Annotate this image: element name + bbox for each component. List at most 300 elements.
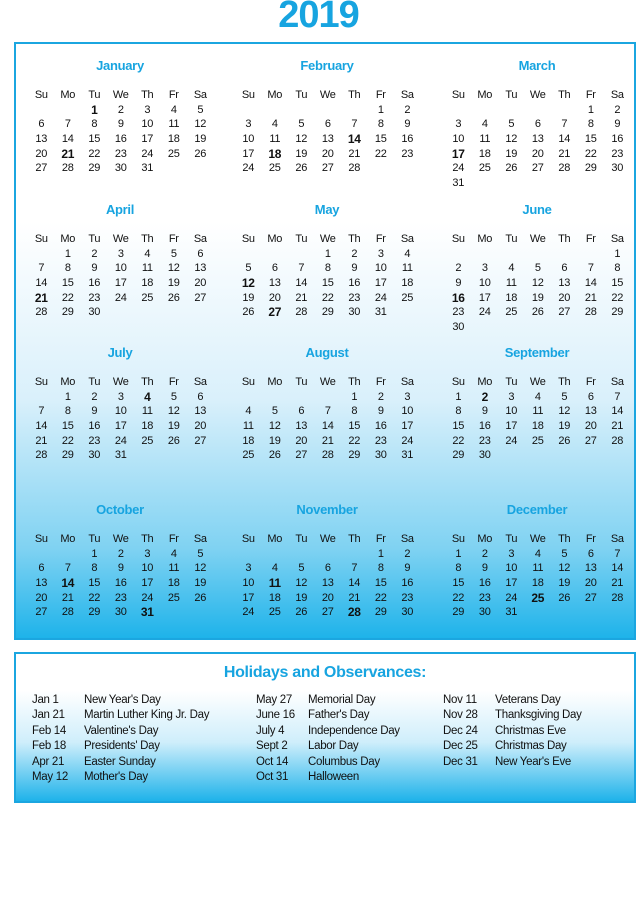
month-december xyxy=(439,502,635,620)
empty-cell xyxy=(28,247,55,262)
empty-cell xyxy=(315,103,342,118)
day: 20 xyxy=(35,147,48,160)
day: 5 xyxy=(561,547,568,560)
weekday-label: Fr xyxy=(168,376,179,388)
day: 2 xyxy=(351,247,358,260)
day: 6 xyxy=(324,562,331,575)
day: 12 xyxy=(268,420,281,433)
day: 18 xyxy=(478,147,491,160)
day: 8 xyxy=(377,562,384,575)
day: 27 xyxy=(194,291,207,304)
day: 6 xyxy=(298,405,305,418)
day: 2 xyxy=(377,390,384,403)
day: 7 xyxy=(64,118,71,131)
day: 1 xyxy=(455,547,462,560)
day: 8 xyxy=(455,405,462,418)
weekday-label: Th xyxy=(558,89,571,101)
day: 10 xyxy=(505,562,518,575)
empty-cell xyxy=(472,103,499,118)
day: 16 xyxy=(88,277,101,290)
day: 23 xyxy=(401,147,414,160)
day: 17 xyxy=(114,420,127,433)
day: 25 xyxy=(141,434,154,447)
day: 26 xyxy=(505,162,518,175)
holiday-name: Valentine's Day xyxy=(84,724,159,737)
day: 25 xyxy=(242,449,255,462)
day: 25 xyxy=(478,162,491,175)
weekday-label: We xyxy=(529,376,546,388)
day: 10 xyxy=(452,133,465,146)
day: 17 xyxy=(114,277,127,290)
day: 6 xyxy=(587,390,594,403)
day: 12 xyxy=(194,562,207,575)
day: 4 xyxy=(170,103,177,116)
day: 24 xyxy=(374,291,387,304)
day: 8 xyxy=(377,118,384,131)
day: 27 xyxy=(295,449,308,462)
day: 6 xyxy=(587,547,594,560)
weekday-label: Fr xyxy=(585,533,596,545)
day: 22 xyxy=(88,591,101,604)
day: 4 xyxy=(271,562,278,575)
holiday-column xyxy=(32,694,209,786)
weekday-label: Sa xyxy=(400,533,414,545)
day: 29 xyxy=(321,306,334,319)
day: 3 xyxy=(245,118,252,131)
day: 2 xyxy=(404,547,411,560)
day: 16 xyxy=(401,577,414,590)
day: 6 xyxy=(561,262,568,275)
month-july xyxy=(22,345,218,463)
day: 3 xyxy=(117,247,124,260)
empty-cell xyxy=(288,547,315,562)
weekday-label: Su xyxy=(451,233,465,245)
day: 19 xyxy=(295,591,308,604)
holiday-date: May 12 xyxy=(32,770,68,783)
day: 1 xyxy=(324,247,331,260)
day: 30 xyxy=(374,449,387,462)
day: 18 xyxy=(242,434,255,447)
holiday-name: Presidents' Day xyxy=(84,740,160,753)
day: 26 xyxy=(194,591,207,604)
holiday-column xyxy=(443,694,582,771)
holiday-name: Labor Day xyxy=(308,740,359,753)
day: 29 xyxy=(374,606,387,619)
weekday-label: We xyxy=(112,89,129,101)
day: 10 xyxy=(114,405,127,418)
day: 25 xyxy=(531,434,544,447)
weekday-label: Mo xyxy=(477,533,493,545)
weekday-label: Th xyxy=(141,233,154,245)
empty-cell xyxy=(288,103,315,118)
day: 14 xyxy=(35,277,48,290)
day: 27 xyxy=(558,306,571,319)
day: 6 xyxy=(324,118,331,131)
day: 13 xyxy=(321,133,334,146)
day: 26 xyxy=(295,606,308,619)
day: 5 xyxy=(271,405,278,418)
holiday-name: New Year's Day xyxy=(84,694,161,706)
day: 26 xyxy=(242,306,255,319)
day: 27 xyxy=(35,606,48,619)
weekday-label: Mo xyxy=(60,233,76,245)
day: 7 xyxy=(614,547,621,560)
day: 24 xyxy=(114,291,127,304)
weekday-label: Tu xyxy=(505,233,518,245)
day: 24 xyxy=(505,434,518,447)
day: 12 xyxy=(558,562,571,575)
day: 2 xyxy=(117,547,124,560)
weekday-label: We xyxy=(319,233,336,245)
day: 13 xyxy=(531,133,544,146)
day: 15 xyxy=(452,420,465,433)
month-title: September xyxy=(504,345,570,360)
day: 20 xyxy=(194,277,207,290)
day: 17 xyxy=(242,147,255,160)
holiday-day: 4 xyxy=(144,389,151,404)
day: 18 xyxy=(505,291,518,304)
weekday-label: We xyxy=(319,533,336,545)
day: 3 xyxy=(144,547,151,560)
weekday-label: Mo xyxy=(267,233,283,245)
day: 19 xyxy=(194,133,207,146)
day: 9 xyxy=(404,118,411,131)
day: 22 xyxy=(584,147,597,160)
empty-cell xyxy=(551,247,578,262)
day: 24 xyxy=(478,306,491,319)
holiday-name: Independence Day xyxy=(308,724,400,737)
day: 26 xyxy=(167,434,180,447)
day: 22 xyxy=(348,434,361,447)
day: 4 xyxy=(404,247,411,260)
holiday-date: July 4 xyxy=(256,724,285,737)
month-title: November xyxy=(296,502,358,517)
day: 27 xyxy=(531,162,544,175)
month-september xyxy=(439,345,635,463)
day: 25 xyxy=(401,291,414,304)
day: 6 xyxy=(197,390,204,403)
day: 3 xyxy=(144,103,151,116)
month-april xyxy=(22,202,218,320)
day: 20 xyxy=(268,291,281,304)
month-grid xyxy=(28,88,218,176)
weekday-label: Fr xyxy=(585,233,596,245)
day: 13 xyxy=(321,577,334,590)
month-title: January xyxy=(96,58,144,73)
day: 14 xyxy=(35,420,48,433)
month-grid xyxy=(28,532,218,620)
day: 20 xyxy=(584,577,597,590)
holiday-day: 14 xyxy=(347,132,361,147)
weekday-label: Sa xyxy=(610,233,624,245)
day: 8 xyxy=(64,262,71,275)
day: 27 xyxy=(321,162,334,175)
day: 14 xyxy=(611,562,624,575)
empty-cell xyxy=(445,247,472,262)
weekday-label: Tu xyxy=(505,376,518,388)
day: 22 xyxy=(61,291,74,304)
day: 27 xyxy=(35,162,48,175)
day: 8 xyxy=(587,118,594,131)
day: 5 xyxy=(170,247,177,260)
day: 26 xyxy=(268,449,281,462)
holiday-item xyxy=(32,725,209,740)
weekday-label: Su xyxy=(451,533,465,545)
day: 14 xyxy=(348,577,361,590)
day: 9 xyxy=(481,405,488,418)
weekday-label: Fr xyxy=(375,376,386,388)
day: 17 xyxy=(242,591,255,604)
day: 27 xyxy=(584,434,597,447)
weekday-label: Fr xyxy=(375,233,386,245)
month-title: June xyxy=(522,202,552,217)
day: 10 xyxy=(242,133,255,146)
day: 2 xyxy=(91,247,98,260)
day: 4 xyxy=(508,262,515,275)
weekday-label: Th xyxy=(348,376,361,388)
weekday-label: Mo xyxy=(477,376,493,388)
weekday-label: Su xyxy=(451,376,465,388)
holiday-item xyxy=(32,694,209,709)
day: 12 xyxy=(558,405,571,418)
day: 23 xyxy=(374,434,387,447)
holiday-item xyxy=(32,709,209,724)
month-grid xyxy=(235,532,425,620)
holiday-date: Dec 24 xyxy=(443,724,478,737)
day: 7 xyxy=(587,262,594,275)
weekday-label: Tu xyxy=(295,533,308,545)
weekday-label: Sa xyxy=(400,89,414,101)
holiday-name: Christmas Eve xyxy=(495,724,566,737)
day: 5 xyxy=(245,262,252,275)
day: 18 xyxy=(141,420,154,433)
day: 16 xyxy=(114,577,127,590)
day: 16 xyxy=(348,277,361,290)
weekday-label: We xyxy=(319,376,336,388)
holiday-date: Nov 28 xyxy=(443,709,478,722)
day: 29 xyxy=(452,449,465,462)
day: 19 xyxy=(295,147,308,160)
day: 11 xyxy=(141,405,153,418)
holiday-day: 28 xyxy=(347,605,361,620)
weekday-label: Sa xyxy=(610,533,624,545)
weekday-label: Th xyxy=(141,533,154,545)
weekday-label: We xyxy=(319,89,336,101)
weekday-label: Tu xyxy=(295,233,308,245)
day: 6 xyxy=(197,247,204,260)
day: 26 xyxy=(558,591,571,604)
holiday-day: 12 xyxy=(241,276,255,291)
holiday-day: 14 xyxy=(61,576,75,591)
day: 30 xyxy=(478,449,491,462)
day: 27 xyxy=(321,606,334,619)
day: 27 xyxy=(194,434,207,447)
empty-cell xyxy=(28,390,55,405)
day: 19 xyxy=(242,291,255,304)
month-grid xyxy=(235,88,425,176)
day: 22 xyxy=(374,591,387,604)
holiday-day: 21 xyxy=(34,290,48,305)
day: 9 xyxy=(377,405,384,418)
day: 10 xyxy=(505,405,518,418)
day: 13 xyxy=(584,562,597,575)
holiday-name: Thanksgiving Day xyxy=(495,709,582,722)
day: 1 xyxy=(64,390,71,403)
weekday-label: Fr xyxy=(375,89,386,101)
holiday-date: Jan 21 xyxy=(32,709,65,722)
day: 10 xyxy=(114,262,127,275)
day: 13 xyxy=(35,577,48,590)
day: 22 xyxy=(321,291,334,304)
day: 29 xyxy=(88,606,101,619)
empty-cell xyxy=(472,247,499,262)
day: 16 xyxy=(611,133,624,146)
month-august xyxy=(229,345,425,463)
month-grid xyxy=(235,375,425,463)
day: 25 xyxy=(167,147,180,160)
day: 17 xyxy=(141,577,154,590)
weekday-label: Mo xyxy=(267,533,283,545)
day: 19 xyxy=(194,577,207,590)
holiday-date: Oct 31 xyxy=(256,770,289,783)
day: 16 xyxy=(401,133,414,146)
day: 12 xyxy=(167,405,180,418)
holiday-item xyxy=(256,756,400,771)
empty-cell xyxy=(498,247,525,262)
day: 28 xyxy=(35,449,48,462)
day: 2 xyxy=(614,103,621,116)
day: 11 xyxy=(168,118,180,131)
day: 17 xyxy=(478,291,491,304)
day: 20 xyxy=(295,434,308,447)
day: 23 xyxy=(88,291,101,304)
weekday-label: Mo xyxy=(477,233,493,245)
year-title: 2019 xyxy=(278,0,359,36)
empty-cell xyxy=(288,390,315,405)
month-title: July xyxy=(107,345,133,360)
weekday-label: Mo xyxy=(60,376,76,388)
day: 9 xyxy=(455,277,462,290)
holidays-panel xyxy=(14,652,636,803)
weekday-label: We xyxy=(112,233,129,245)
empty-cell xyxy=(551,103,578,118)
holiday-day: 25 xyxy=(531,590,545,605)
day: 13 xyxy=(295,420,308,433)
holiday-date: Dec 25 xyxy=(443,740,478,753)
day: 16 xyxy=(478,577,491,590)
holiday-day: 31 xyxy=(140,605,154,620)
day: 16 xyxy=(114,133,127,146)
day: 18 xyxy=(268,591,281,604)
weekday-label: Fr xyxy=(168,233,179,245)
holiday-item xyxy=(256,725,400,740)
day: 1 xyxy=(455,390,462,403)
day: 29 xyxy=(584,162,597,175)
day: 3 xyxy=(245,562,252,575)
empty-cell xyxy=(315,547,342,562)
day: 14 xyxy=(61,133,74,146)
weekday-label: Th xyxy=(558,376,571,388)
day: 30 xyxy=(401,606,414,619)
day: 15 xyxy=(321,277,334,290)
holiday-day: 11 xyxy=(268,576,281,591)
holiday-date: May 27 xyxy=(256,694,292,706)
day: 30 xyxy=(88,449,101,462)
month-title: May xyxy=(314,202,340,217)
day: 17 xyxy=(505,420,518,433)
day: 18 xyxy=(167,577,180,590)
empty-cell xyxy=(525,103,552,118)
day: 21 xyxy=(61,591,74,604)
empty-cell xyxy=(498,103,525,118)
day: 16 xyxy=(88,420,101,433)
day: 9 xyxy=(481,562,488,575)
day: 24 xyxy=(401,434,414,447)
day: 28 xyxy=(611,434,624,447)
day: 6 xyxy=(38,118,45,131)
day: 11 xyxy=(269,133,281,146)
day: 13 xyxy=(194,405,207,418)
weekday-label: Sa xyxy=(400,233,414,245)
day: 14 xyxy=(558,133,571,146)
holiday-date: Oct 14 xyxy=(256,755,289,768)
day: 21 xyxy=(295,291,308,304)
day: 8 xyxy=(91,562,98,575)
holiday-item xyxy=(256,771,400,786)
day: 14 xyxy=(321,420,334,433)
day: 1 xyxy=(64,247,71,260)
day: 20 xyxy=(584,420,597,433)
day: 17 xyxy=(141,133,154,146)
empty-cell xyxy=(288,247,315,262)
month-title: August xyxy=(305,345,349,360)
day: 22 xyxy=(452,591,465,604)
day: 7 xyxy=(64,562,71,575)
day: 26 xyxy=(167,291,180,304)
day: 28 xyxy=(348,162,361,175)
weekday-label: Sa xyxy=(193,533,207,545)
day: 28 xyxy=(321,449,334,462)
day: 23 xyxy=(88,434,101,447)
day: 14 xyxy=(584,277,597,290)
day: 22 xyxy=(61,434,74,447)
weekday-label: Tu xyxy=(295,376,308,388)
weekday-label: Mo xyxy=(267,89,283,101)
month-grid xyxy=(235,232,425,320)
month-grid xyxy=(445,532,635,620)
day: 7 xyxy=(614,390,621,403)
day: 4 xyxy=(271,118,278,131)
day: 3 xyxy=(377,247,384,260)
day: 9 xyxy=(351,262,358,275)
day: 21 xyxy=(558,147,571,160)
day: 22 xyxy=(88,147,101,160)
holiday-day: 17 xyxy=(451,146,465,161)
empty-cell xyxy=(235,390,262,405)
day: 11 xyxy=(242,420,254,433)
day: 25 xyxy=(141,291,154,304)
day: 25 xyxy=(505,306,518,319)
day: 21 xyxy=(611,577,624,590)
day: 10 xyxy=(374,262,387,275)
day: 26 xyxy=(531,306,544,319)
day: 7 xyxy=(298,262,305,275)
weekday-label: Sa xyxy=(193,233,207,245)
day: 1 xyxy=(91,547,98,560)
weekday-label: Th xyxy=(558,533,571,545)
day: 5 xyxy=(197,547,204,560)
holiday-item xyxy=(443,740,582,755)
